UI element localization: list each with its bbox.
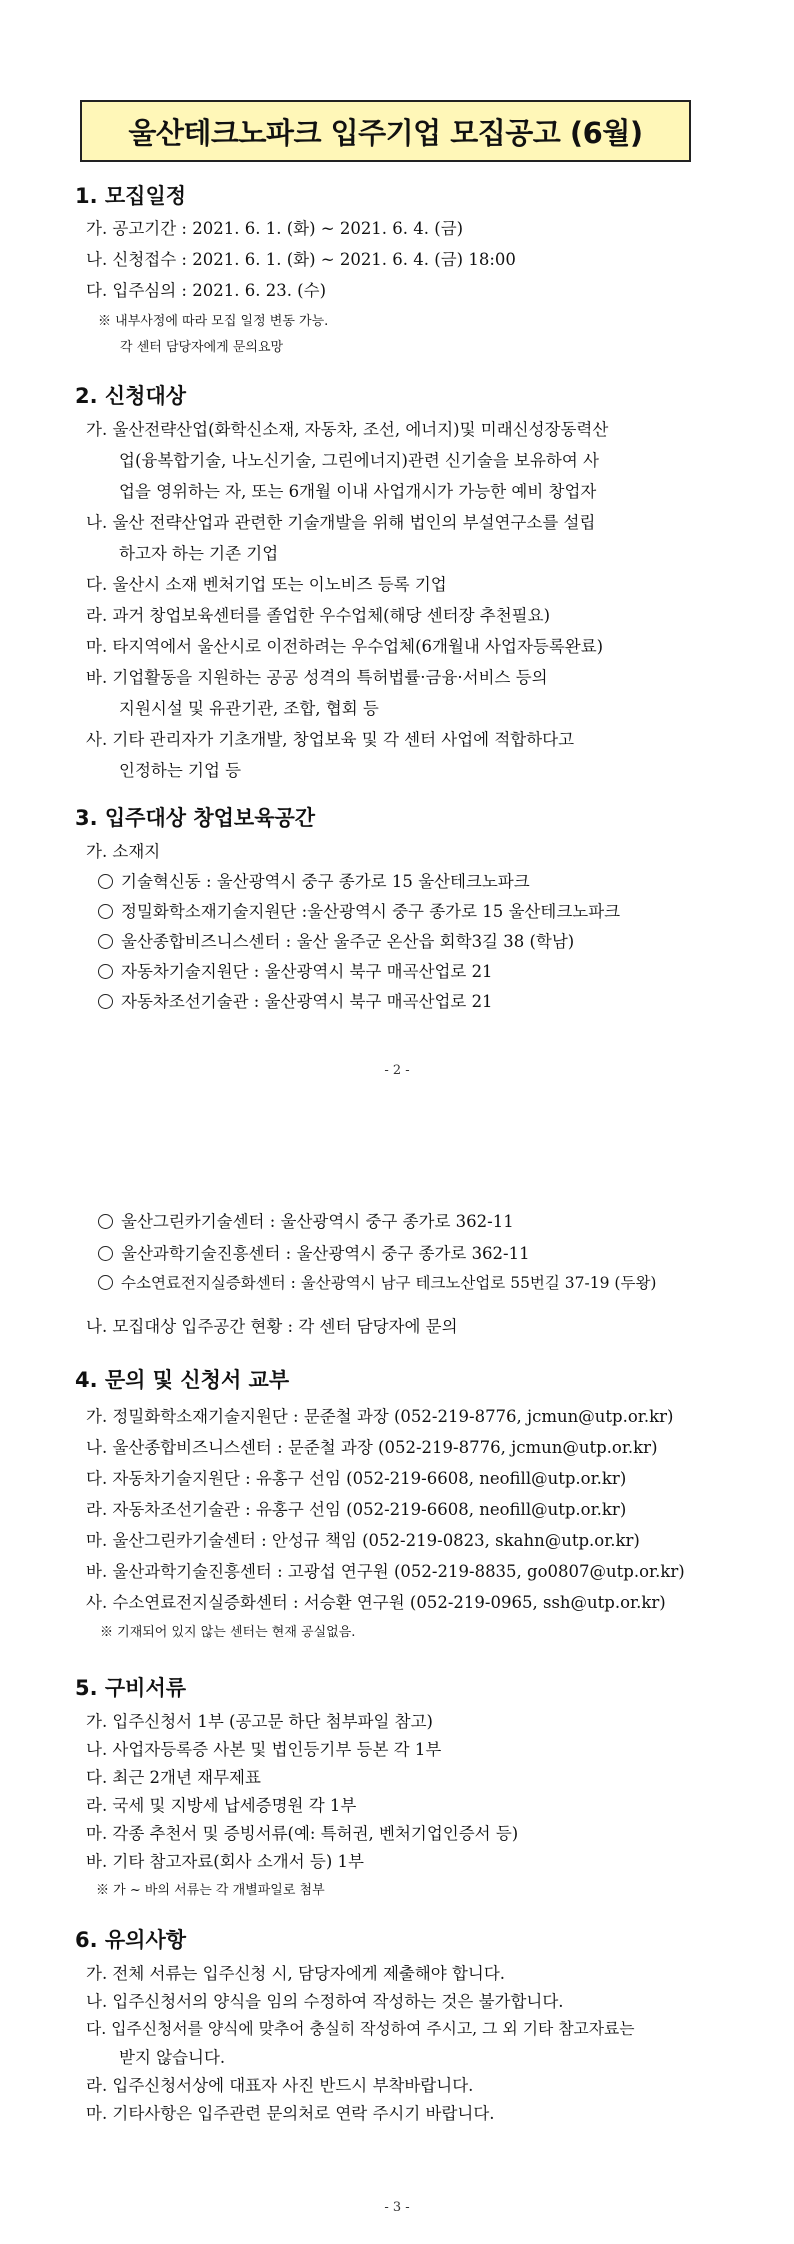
schedule-note: ※ 내부사정에 따라 모집 일정 변동 가능.: [98, 314, 329, 329]
notice-line: 받지 않습니다.: [119, 2048, 226, 2067]
circle-bullet-icon: [98, 1246, 113, 1261]
circle-bullet-icon: [98, 1275, 113, 1290]
circle-bullet-icon: [98, 904, 113, 919]
circle-bullet-icon: [98, 964, 113, 979]
space-item: 자동차기술지원단 : 울산광역시 북구 매곡산업로 21: [98, 958, 493, 982]
notice-line: 다. 입주신청서를 양식에 맞추어 충실히 작성하여 주시고, 그 외 기타 참고자료는: [86, 2019, 635, 2038]
eligibility-line: 지원시설 및 유관기관, 조합, 협회 등: [119, 699, 379, 718]
document-line: 다. 최근 2개년 재무제표: [86, 1768, 261, 1787]
circle-bullet-icon: [98, 874, 113, 889]
page-number: - 2 -: [384, 1063, 410, 1078]
space-item: 울산종합비즈니스센터 : 울산 울주군 온산읍 회학3길 38 (학남): [98, 928, 574, 952]
schedule-note: 각 센터 담당자에게 문의요망: [120, 340, 284, 355]
section-heading-spaces: 3. 입주대상 창업보육공간: [75, 806, 316, 830]
space-item: 울산과학기술진흥센터 : 울산광역시 중구 종가로 362-11: [98, 1240, 530, 1264]
eligibility-line: 인정하는 기업 등: [119, 761, 242, 780]
circle-bullet-icon: [98, 1214, 113, 1229]
space-item: 기술혁신동 : 울산광역시 중구 종가로 15 울산테크노파크: [98, 868, 530, 892]
notice-line: 라. 입주신청서상에 대표자 사진 반드시 부착바랍니다.: [86, 2076, 474, 2095]
page-number: - 3 -: [384, 2200, 410, 2215]
eligibility-line: 마. 타지역에서 울산시로 이전하려는 우수업체(6개월내 사업자등록완료): [86, 637, 604, 656]
contact-line: 나. 울산종합비즈니스센터 : 문준철 과장 (052-219-8776, jcmun@utp.or.kr): [86, 1438, 658, 1457]
eligibility-line: 라. 과거 창업보육센터를 졸업한 우수업체(해당 센터장 추천필요): [86, 606, 551, 625]
space-item: 울산그린카기술센터 : 울산광역시 중구 종가로 362-11: [98, 1208, 514, 1232]
announcement-title: 울산테크노파크 입주기업 모집공고 (6월): [128, 115, 643, 150]
space-item: 정밀화학소재기술지원단 :울산광역시 중구 종가로 15 울산테크노파크: [98, 898, 620, 922]
section-heading-notes: 6. 유의사항: [75, 1928, 187, 1952]
contact-line: 가. 정밀화학소재기술지원단 : 문준철 과장 (052-219-8776, jcmun@utp.or.kr): [86, 1407, 674, 1426]
contact-line: 라. 자동차조선기술관 : 유홍구 선임 (052-219-6608, neofill@utp.or.kr): [86, 1500, 627, 1519]
document-line: 마. 각종 추천서 및 증빙서류(예: 특허권, 벤처기업인증서 등): [86, 1824, 519, 1843]
space-item: 자동차조선기술관 : 울산광역시 북구 매곡산업로 21: [98, 988, 493, 1012]
schedule-line: 다. 입주심의 : 2021. 6. 23. (수): [86, 281, 327, 300]
eligibility-line: 나. 울산 전략산업과 관련한 기술개발을 위해 법인의 부설연구소를 설립: [86, 513, 596, 532]
notice-line: 가. 전체 서류는 입주신청 시, 담당자에게 제출해야 합니다.: [86, 1964, 506, 1983]
eligibility-line: 사. 기타 관리자가 기초개발, 창업보육 및 각 센터 사업에 적합하다고: [86, 730, 575, 749]
schedule-line: 가. 공고기간 : 2021. 6. 1. (화) ~ 2021. 6. 4. (금): [86, 219, 464, 238]
eligibility-line: 업(융복합기술, 나노신기술, 그린에너지)관련 신기술을 보유하여 사: [119, 451, 599, 470]
spaces-sub-heading: 나. 모집대상 입주공간 현황 : 각 센터 담당자에 문의: [86, 1317, 458, 1336]
contact-line: 바. 울산과학기술진흥센터 : 고광섭 연구원 (052-219-8835, go0807@utp.or.kr): [86, 1562, 685, 1581]
circle-bullet-icon: [98, 934, 113, 949]
contact-line: 사. 수소연료전지실증화센터 : 서승환 연구원 (052-219-0965, ssh@utp.or.kr): [86, 1593, 666, 1612]
document-line: 라. 국세 및 지방세 납세증명원 각 1부: [86, 1796, 357, 1815]
section-heading-contact: 4. 문의 및 신청서 교부: [75, 1368, 290, 1392]
notice-line: 나. 입주신청서의 양식을 임의 수정하여 작성하는 것은 불가합니다.: [86, 1992, 564, 2011]
eligibility-line: 바. 기업활동을 지원하는 공공 성격의 특허법률·금융·서비스 등의: [86, 668, 548, 687]
section-heading-schedule: 1. 모집일정: [75, 184, 187, 208]
eligibility-line: 다. 울산시 소재 벤처기업 또는 이노비즈 등록 기업: [86, 575, 447, 594]
spaces-sub-heading: 가. 소재지: [86, 842, 161, 861]
contact-note: ※ 기재되어 있지 않는 센터는 현재 공실없음.: [100, 1625, 356, 1640]
eligibility-line: 하고자 하는 기존 기업: [119, 544, 279, 563]
eligibility-line: 업을 영위하는 자, 또는 6개월 이내 사업개시가 가능한 예비 창업자: [119, 482, 597, 501]
eligibility-line: 가. 울산전략산업(화학신소재, 자동차, 조선, 에너지)및 미래신성장동력산: [86, 420, 609, 439]
document-line: 나. 사업자등록증 사본 및 법인등기부 등본 각 1부: [86, 1740, 442, 1759]
space-item: 수소연료전지실증화센터 : 울산광역시 남구 테크노산업로 55번길 37-19 (두왕): [98, 1271, 656, 1293]
section-heading-documents: 5. 구비서류: [75, 1676, 187, 1700]
announcement-title-box: [80, 100, 691, 162]
notice-line: 마. 기타사항은 입주관련 문의처로 연락 주시기 바랍니다.: [86, 2104, 495, 2123]
documents-note: ※ 가 ~ 바의 서류는 각 개별파일로 첨부: [96, 1883, 325, 1898]
contact-line: 마. 울산그린카기술센터 : 안성규 책임 (052-219-0823, skahn@utp.or.kr): [86, 1531, 640, 1550]
document-line: 가. 입주신청서 1부 (공고문 하단 첨부파일 참고): [86, 1712, 433, 1731]
schedule-line: 나. 신청접수 : 2021. 6. 1. (화) ~ 2021. 6. 4. (금) 18:00: [86, 250, 516, 269]
document-line: 바. 기타 참고자료(회사 소개서 등) 1부: [86, 1852, 364, 1871]
circle-bullet-icon: [98, 994, 113, 1009]
section-heading-eligibility: 2. 신청대상: [75, 384, 187, 408]
contact-line: 다. 자동차기술지원단 : 유홍구 선임 (052-219-6608, neofill@utp.or.kr): [86, 1469, 627, 1488]
